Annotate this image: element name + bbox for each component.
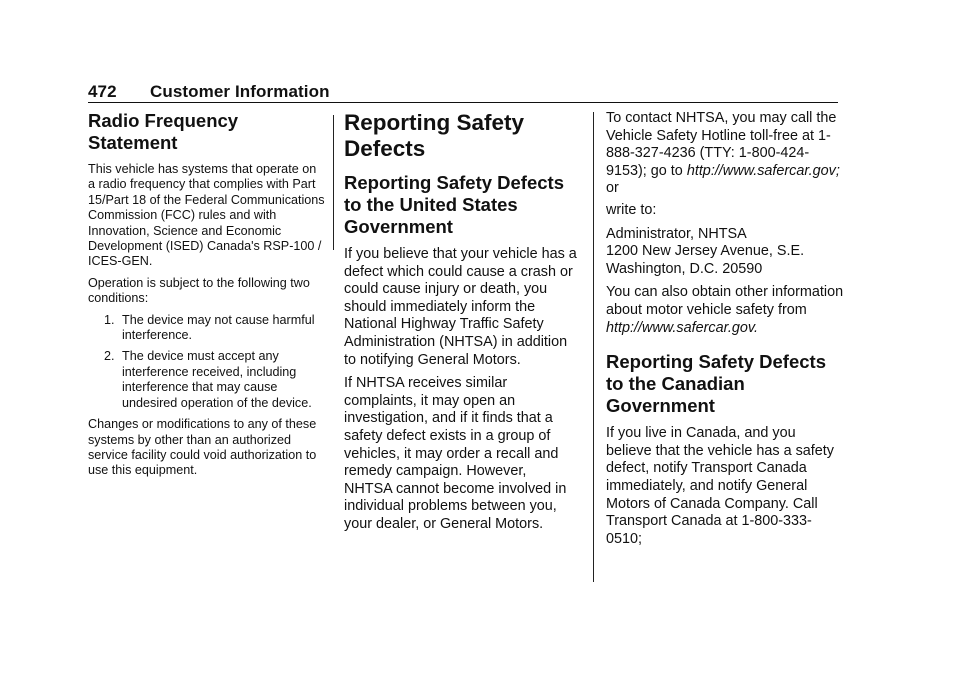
address-line: 1200 New Jersey Avenue, S.E. (606, 243, 805, 260)
us-government-heading: Reporting Safety Defects to the United States Government (344, 172, 564, 237)
page-header (88, 82, 838, 102)
page-number: 472 (88, 82, 117, 101)
other-info-paragraph (606, 284, 844, 337)
column-divider (593, 112, 594, 582)
us-defect-paragraph: If you believe that your vehicle has a defect which could cause a crash or could cause injury or death, you should immediately inform the National Highway Traffic Safety Administration (NHTSA) in addition to notifying General Motors. (344, 246, 577, 368)
column-2 (344, 110, 578, 540)
contact-or: or (606, 180, 619, 197)
address-line: Washington, D.C. 20590 (606, 260, 763, 277)
canada-paragraph: If you live in Canada, and you believe that the vehicle has a safety defect, notify Transport Canada immediately, and notify General Motors of Canada Company. Call Transport Canada at 1-800-333-0510; (606, 425, 834, 547)
condition-item: 1. The device may not cause harmful interference. (118, 313, 326, 344)
modifications-paragraph: Changes or modifications to any of these systems by other than an authorized service facility could void authorization to use this equipment. (88, 417, 317, 478)
safercar-link[interactable]: http://www.safercar.gov; (686, 162, 840, 179)
nhtsa-investigation-paragraph: If NHTSA receives similar complaints, it may open an investigation, and if it finds that a safety defect exists in a group of vehicles, it may order a recall and remedy campaign. However, NHTSA cannot become involved in individual problems between you, your dealer, or General Motors. (344, 375, 567, 532)
column-3 (606, 110, 844, 554)
conditions-intro: Operation is subject to the following two conditions: (88, 275, 310, 306)
column-1 (88, 110, 326, 485)
safercar-link[interactable]: http://www.safercar.gov. (606, 319, 758, 336)
radio-frequency-paragraph: This vehicle has systems that operate on a radio frequency that complies with Part 15/Part 18 of the Federal Communications Commission (FCC) rules and with Innovation, Science and Economic Development (ISED) Canada's RSP-100 / ICES-GEN. (88, 162, 325, 269)
other-info-text: You can also obtain other information about motor vehicle safety from (606, 284, 844, 318)
condition-item: 2. The device must accept any interference received, including interference that may cause undesired operation of the device. (118, 349, 326, 411)
radio-frequency-heading: Radio Frequency Statement (88, 110, 239, 153)
nhtsa-address (606, 226, 844, 279)
address-line: Administrator, NHTSA (606, 225, 747, 242)
canadian-government-heading: Reporting Safety Defects to the Canadian Government (606, 351, 826, 417)
column-divider (333, 115, 334, 250)
header-rule (88, 102, 838, 103)
conditions-list (88, 313, 326, 411)
write-to: write to: (606, 201, 657, 218)
reporting-safety-defects-heading: Reporting Safety Defects (344, 110, 525, 161)
section-title: Customer Information (150, 82, 330, 101)
contact-nhtsa-paragraph (606, 110, 844, 198)
contact-text: To contact NHTSA, you may call the Vehicle Safety Hotline toll-free at 1-888-327-4236 (TTY: 1-800-424-9153); go to (606, 110, 837, 179)
